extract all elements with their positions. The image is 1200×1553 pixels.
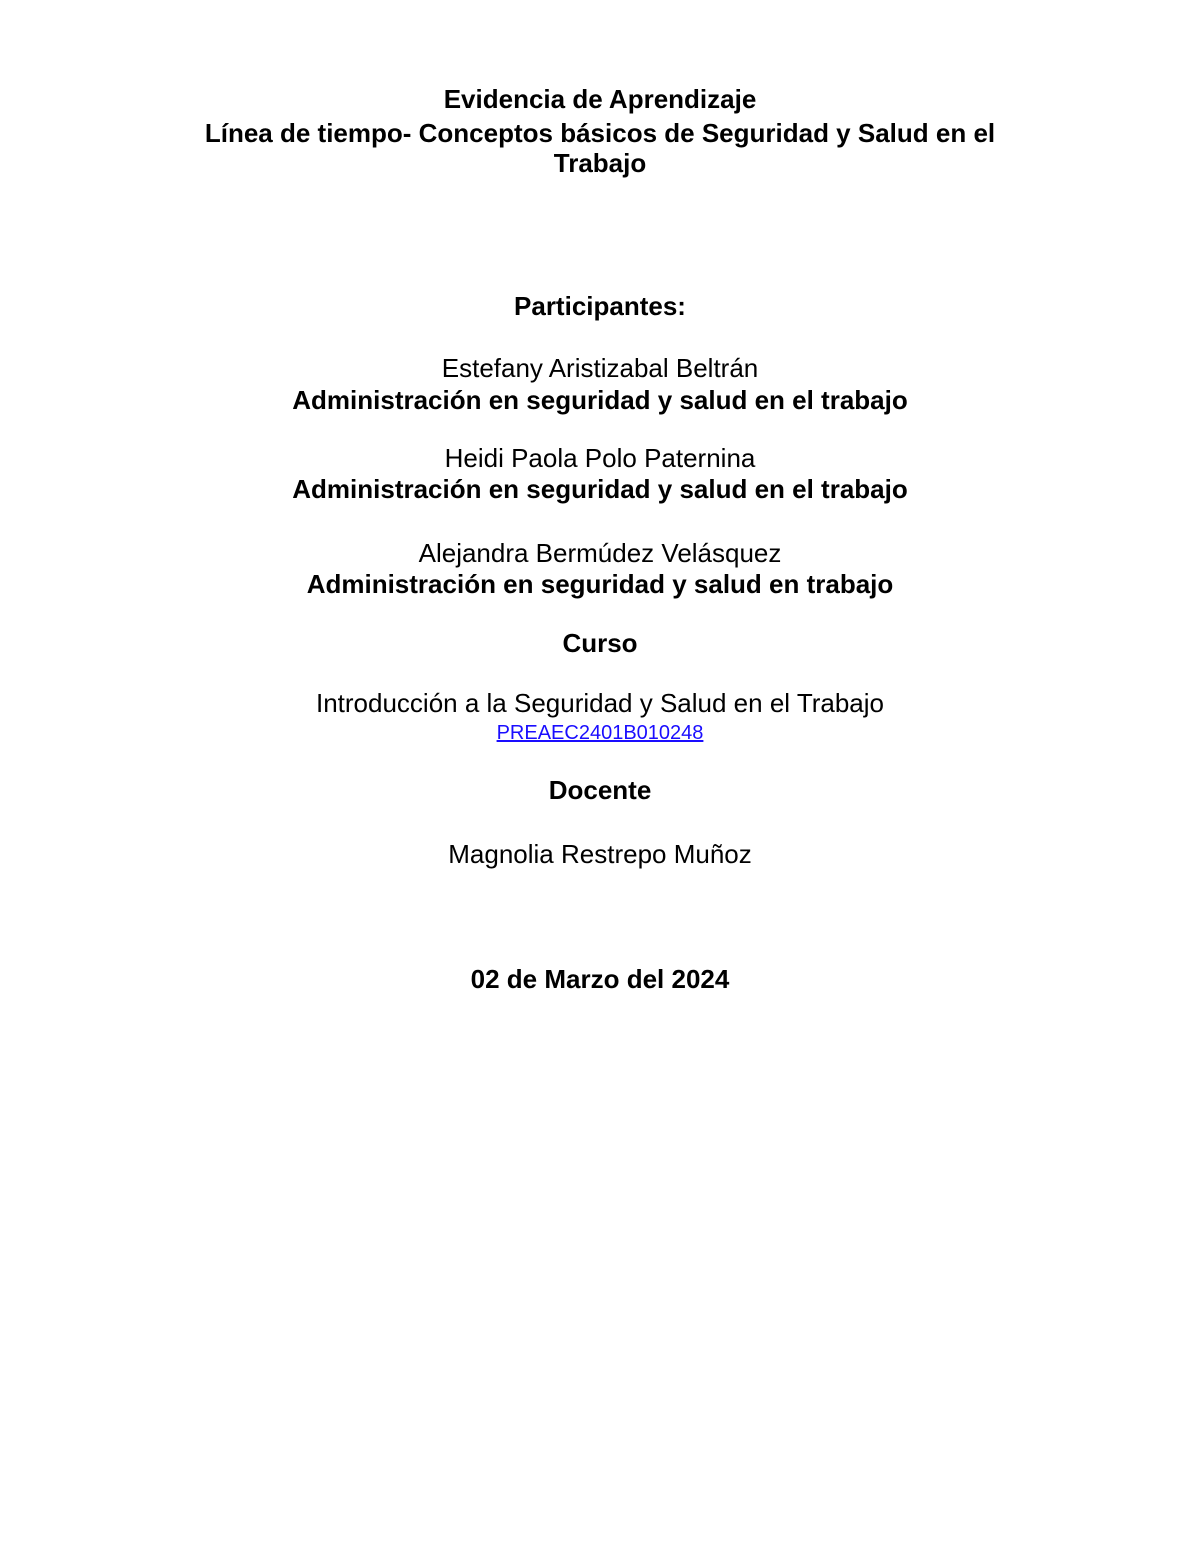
document-subtitle-line-1: Línea de tiempo- Conceptos básicos de Seguridad y Salud en el bbox=[204, 118, 996, 148]
participants-heading: Participantes: bbox=[514, 291, 686, 321]
course-heading: Curso bbox=[562, 628, 638, 658]
document-title: Evidencia de Aprendizaje bbox=[443, 84, 757, 114]
teacher-name: Magnolia Restrepo Muñoz bbox=[448, 839, 752, 869]
document-subtitle-line-2: Trabajo bbox=[553, 148, 647, 178]
teacher-heading: Docente bbox=[548, 775, 652, 805]
participant-name: Heidi Paola Polo Paternina bbox=[444, 443, 756, 473]
course-code-link[interactable]: PREAEC2401B010248 bbox=[496, 722, 704, 744]
document-date: 02 de Marzo del 2024 bbox=[470, 964, 730, 994]
participant-program: Administración en seguridad y salud en trabajo bbox=[306, 569, 894, 599]
participant-name: Alejandra Bermúdez Velásquez bbox=[418, 538, 782, 568]
course-name: Introducción a la Seguridad y Salud en el Trabajo bbox=[315, 688, 885, 718]
participant-program: Administración en seguridad y salud en el trabajo bbox=[292, 474, 908, 504]
participant-program: Administración en seguridad y salud en el trabajo bbox=[292, 385, 908, 415]
participant-name: Estefany Aristizabal Beltrán bbox=[441, 353, 759, 383]
